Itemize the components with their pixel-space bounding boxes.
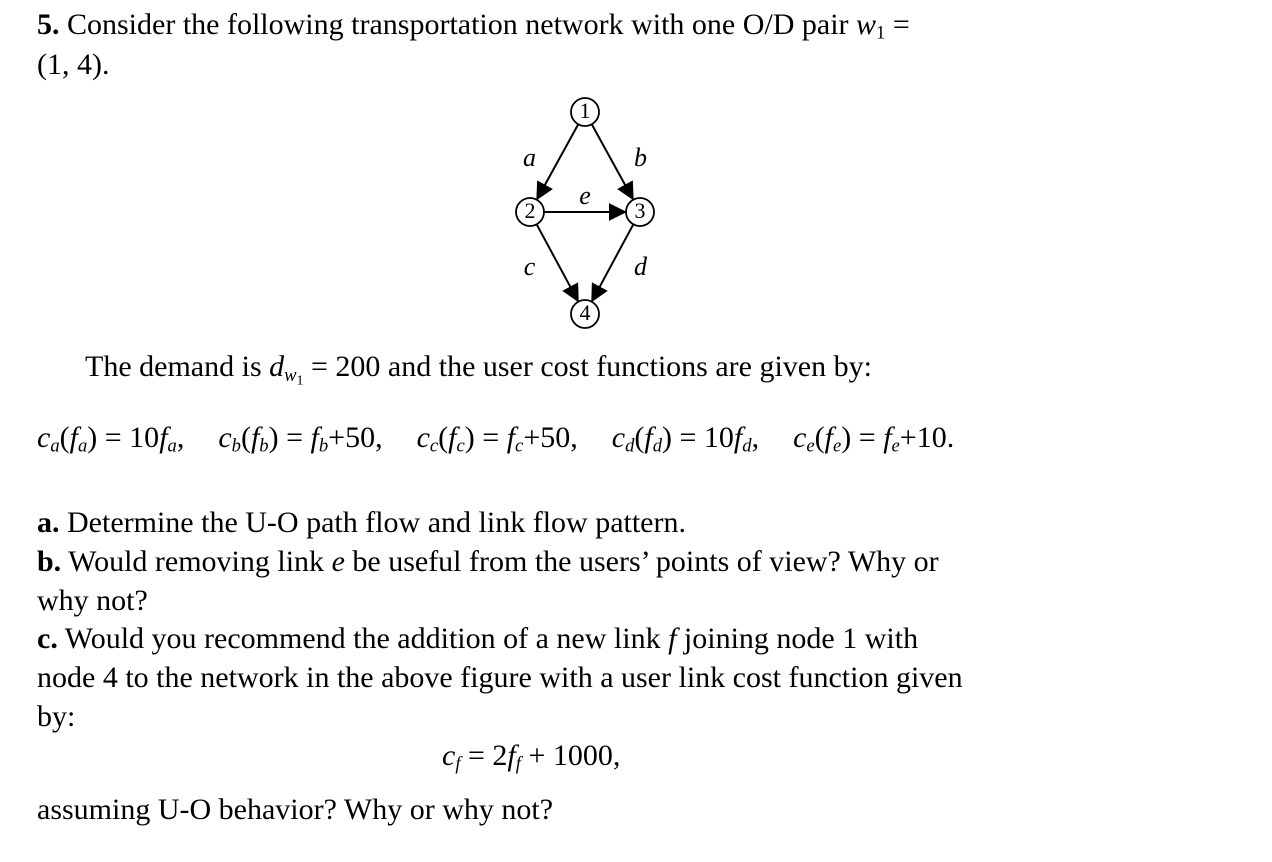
question-b-line1 [37, 547, 939, 577]
cost-function-b: $c_b(f_b) = f_b+50$, [218, 421, 383, 457]
link-c [537, 224, 578, 300]
pair-sub: 1 [876, 22, 886, 44]
link-label-d: d [634, 251, 647, 281]
cost-f: f [824, 421, 833, 454]
question-c-text1: Would you recommend the addition of a new link [64, 622, 661, 655]
question-c-var: f [668, 622, 677, 655]
question-b-line2: why not? [37, 584, 148, 617]
cost-c: c [611, 421, 626, 454]
demand-line [85, 350, 872, 389]
cost-c: c [218, 421, 232, 454]
question-c-line3: by: [37, 700, 76, 733]
cost-rhs-sub: e [891, 435, 900, 457]
links-layer [537, 124, 634, 301]
cost-tail: +10. [899, 421, 955, 454]
link-label-e: e [579, 180, 591, 210]
cost-f-sub: d [652, 435, 662, 457]
cost-rhs-f: f [883, 421, 892, 454]
cost-rhs: = [286, 421, 311, 454]
demand-subsub: 1 [296, 373, 304, 389]
link-f-equation [442, 739, 621, 775]
cost-rhs-f: f [506, 421, 516, 454]
eq-tail: + 1000, [528, 739, 621, 772]
cost-rhs: = 10 [104, 421, 160, 454]
cost-rhs-sub: c [515, 435, 524, 457]
cost-f: f [69, 421, 78, 454]
demand-text-after: = 200 and the user cost functions are given by: [311, 350, 872, 383]
node-label-4: 4 [579, 300, 591, 326]
question-a-label: a. [37, 506, 60, 539]
eq-c: c [442, 739, 456, 772]
problem-intro-line2: (1, 4). [37, 48, 110, 81]
cost-f-sub: a [77, 435, 88, 457]
eq-mid: = 2 [468, 739, 508, 772]
demand-var: d [269, 350, 285, 383]
node-label-1: 1 [579, 98, 591, 124]
cost-c: c [37, 421, 51, 454]
question-c-text2: joining node 1 with [683, 622, 919, 655]
question-b-var: e [331, 545, 345, 578]
cost-c-sub: e [806, 435, 815, 457]
cost-c: c [416, 421, 430, 454]
demand-text-before: The demand is [85, 350, 262, 383]
cost-f: f [448, 421, 457, 454]
eq-sub: f [455, 753, 461, 775]
cost-rhs-sub: b [318, 435, 329, 457]
link-label-a: a [523, 142, 536, 172]
cost-c-sub: d [625, 435, 635, 457]
cost-f-sub: c [456, 435, 465, 457]
cost-f-sub: e [833, 435, 842, 457]
cost-functions-line [37, 421, 955, 457]
cost-tail: , [751, 421, 760, 454]
link-d [592, 224, 633, 300]
node-label-3: 3 [634, 198, 646, 224]
cost-f-sub: b [259, 435, 269, 457]
question-a-text: Determine the U-O path flow and link flow pattern. [67, 506, 686, 539]
eq-fsub: f [515, 753, 521, 775]
cost-rhs: = [858, 421, 884, 454]
eq-f: f [507, 739, 516, 772]
cost-rhs: = 10 [679, 421, 734, 454]
question-b-text2: be useful from the users’ points of view? Why or [352, 545, 939, 578]
question-c-line1 [37, 624, 918, 654]
cost-function-d: $c_d(f_d) = 10f_d$, [611, 421, 760, 457]
cost-rhs: = [482, 421, 507, 454]
demand-sub: w [284, 364, 297, 386]
link-b [592, 124, 633, 199]
cost-tail: +50, [328, 421, 383, 454]
cost-c-sub: c [429, 435, 439, 457]
question-c-final: assuming U-O behavior? Why or why not? [37, 793, 554, 826]
cost-tail: , [176, 421, 185, 454]
cost-function-e: $c_e(f_e) = f_e+10$. [793, 421, 955, 457]
cost-tail: +50, [523, 421, 578, 454]
cost-c-sub: a [50, 435, 60, 457]
pair-eq: = [892, 8, 910, 41]
link-label-b: b [634, 142, 647, 172]
question-b-text1: Would removing link [68, 545, 325, 578]
cost-rhs-sub: a [167, 435, 177, 457]
node-label-2: 2 [524, 198, 536, 224]
question-a [37, 508, 686, 538]
cost-rhs-f: f [310, 421, 319, 454]
question-b-label: b. [37, 545, 62, 578]
problem-intro-text: Consider the following transportation network with one O/D pair [67, 8, 849, 41]
link-label-c: c [523, 251, 536, 281]
network-diagram [500, 92, 660, 332]
problem-number: 5. [37, 8, 60, 41]
question-c-label: c. [37, 622, 58, 655]
cost-f: f [644, 421, 653, 454]
cost-c: c [793, 421, 807, 454]
question-c-line2: node 4 to the network in the above figure with a user link cost function given [37, 661, 963, 694]
cost-function-a: $c_a(f_a) = 10f_a$, [37, 421, 185, 457]
link-a [537, 124, 578, 199]
cost-rhs-f: f [733, 421, 743, 454]
problem-intro-line1 [37, 8, 910, 44]
cost-function-c: $c_c(f_c) = f_c+50$, [416, 421, 578, 457]
cost-f: f [250, 421, 260, 454]
cost-rhs-sub: d [742, 435, 752, 457]
cost-rhs-f: f [159, 421, 168, 454]
pair-var: w [856, 8, 877, 41]
cost-c-sub: b [231, 435, 241, 457]
